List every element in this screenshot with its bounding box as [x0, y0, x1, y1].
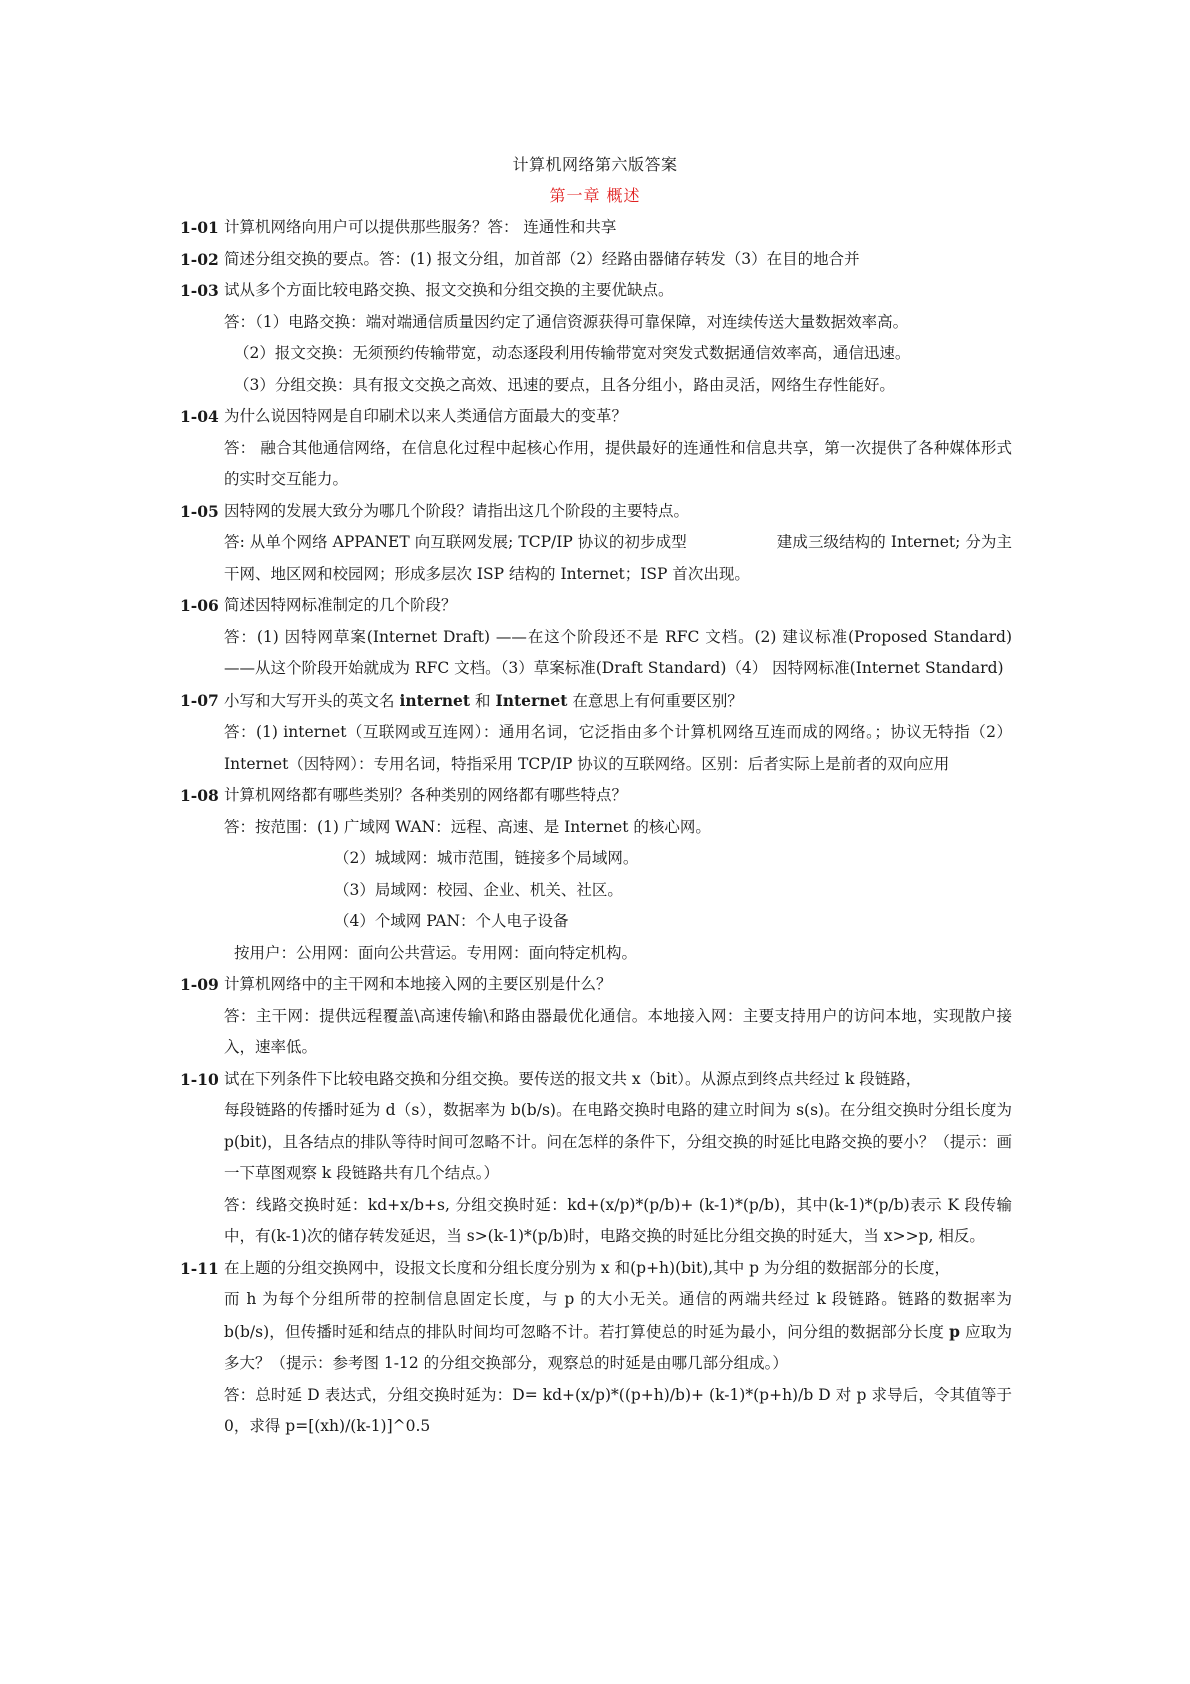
answer-line: （2）城域网：城市范围，链接多个局域网。: [334, 849, 639, 867]
answer-1-09: [180, 1001, 1012, 1064]
question-number: 1-10: [180, 1069, 219, 1089]
answer-1-08: [180, 812, 1012, 970]
question-1-10: [180, 1064, 1012, 1096]
question-1-10-continued: [180, 1095, 1012, 1253]
question-list: [180, 212, 1012, 1443]
question-text-part: 应取为多大？（提示：参考图 1-12 的分组交换部分，观察总的时延是由哪几部分组成。）: [224, 1322, 1013, 1372]
question-1-07: [180, 685, 1012, 718]
answer-line: （3）分组交换：具有报文交换之高效、迅速的要点，且各分组小，路由灵活，网络生存性能好。: [234, 375, 895, 394]
answer-line: 答: 从单个网络 APPANET 向互联网发展; TCP/IP 协议的初步成型 建成三级结构的 Internet; 分为主干网、地区网和校园网；形成多层次 ISP 结构的 Internet；ISP 首次出现。: [224, 533, 1012, 583]
question-text-continued: [224, 1284, 1012, 1380]
answer-1-06: [180, 622, 1012, 685]
question-text: 计算机网络都有哪些类别？各种类别的网络都有哪些特点？: [224, 786, 628, 804]
document-title: 计算机网络第六版答案: [512, 155, 678, 174]
question-text-part: 和: [470, 691, 496, 710]
answer-line: 答：总时延 D 表达式，分组交换时延为：D= kd+(x/p)*((p+h)/b)+ (k-1)*(p+h)/b D 对 p 求导后，令其值等于 0，求得 p=[(xh)/(k-1)]^0.5: [224, 1385, 1012, 1435]
question-1-01: [180, 212, 1012, 244]
answer-line: 答：按范围：(1) 广域网 WAN：远程、高速、是 Internet 的核心网。: [224, 817, 711, 836]
answer-line: 答：（1）电路交换：端对端通信质量因约定了通信资源获得可靠保障，对连续传送大量数据效率高。: [224, 312, 909, 331]
question-text: [224, 692, 743, 710]
question-text-part: 小写和大写开头的英文名: [224, 691, 400, 710]
answer-line: 答：(1) 因特网草案(Internet Draft) ——在这个阶段还不是 RFC 文档。(2) 建议标准(Proposed Standard) ——从这个阶段开始就成为 RFC 文档。（3）草案标准(Draft Standard)（4） 因特网标准(Internet Standard): [224, 627, 1012, 677]
question-number: 1-06: [180, 596, 219, 615]
term-p: p: [949, 1321, 960, 1341]
question-text: 试从多个方面比较电路交换、报文交换和分组交换的主要优缺点。: [224, 281, 674, 299]
question-number: 1-03: [180, 281, 219, 300]
chapter-heading: 第一章 概述: [549, 186, 641, 205]
answer-line: 答：主干网：提供远程覆盖\高速传输\和路由器最优化通信。本地接入网：主要支持用户的访问本地，实现散户接入，速率低。: [224, 1006, 1012, 1056]
question-1-04: [180, 401, 1012, 433]
answer-line: （3）局域网：校园、企业、机关、社区。: [334, 880, 623, 899]
question-text: 为什么说因特网是自印刷术以来人类通信方面最大的变革？: [224, 407, 628, 425]
answer-1-04: [180, 433, 1012, 496]
question-text-part: 在意思上有何重要区别？: [567, 691, 743, 710]
question-number: 1-05: [180, 501, 219, 521]
answer-line: 答：线路交换时延：kd+x/b+s, 分组交换时延：kd+(x/p)*(p/b)+ (k-1)*(p/b)，其中(k-1)*(p/b)表示 K 段传输中，有(k-1)次的储存转发延迟，当 s>(k-1)*(p/b)时，电路交换的时延比分组交换的时延大，当 x>>p, 相反。: [224, 1195, 1012, 1245]
question-1-02: [180, 244, 1012, 276]
question-number: 1-07: [180, 690, 219, 710]
question-text: 在上题的分组交换网中，设报文长度和分组长度分别为 x 和(p+h)(bit),其中 p 为分组的数据部分的长度，: [224, 1258, 950, 1277]
question-number: 1-09: [180, 975, 219, 994]
question-1-05: [180, 496, 1012, 528]
term-Internet: Internet: [495, 690, 568, 710]
question-text: 简述分组交换的要点。答：(1) 报文分组，加首部（2）经路由器储存转发（3）在目的地合并: [224, 249, 860, 268]
question-text: 因特网的发展大致分为哪几个阶段？请指出这几个阶段的主要特点。: [224, 501, 690, 520]
answer-line: （2）报文交换：无须预约传输带宽，动态逐段利用传输带宽对突发式数据通信效率高，通信迅速。: [234, 344, 911, 362]
question-text: 计算机网络向用户可以提供那些服务？答： 连通性和共享: [224, 218, 617, 236]
question-text: 简述因特网标准制定的几个阶段？: [224, 596, 457, 614]
question-number: 1-02: [180, 249, 219, 269]
question-1-11-continued: [180, 1284, 1012, 1443]
answer-1-03: [180, 307, 1012, 402]
question-text: 计算机网络中的主干网和本地接入网的主要区别是什么？: [224, 975, 612, 993]
question-1-03: [180, 275, 1012, 307]
question-number: 1-08: [180, 786, 219, 805]
answer-line: 答： 融合其他通信网络，在信息化过程中起核心作用，提供最好的连通性和信息共享，第一次提供了各种媒体形式的实时交互能力。: [224, 438, 1012, 488]
term-internet: internet: [399, 690, 471, 710]
question-1-08: [180, 780, 1012, 812]
question-text: 试在下列条件下比较电路交换和分组交换。要传送的报文共 x（bit）。从源点到终点共经过 k 段链路，: [224, 1069, 922, 1088]
answer-line: 按用户：公用网：面向公共营运。专用网：面向特定机构。: [234, 943, 638, 962]
question-number: 1-04: [180, 407, 219, 426]
answer-1-07: [180, 717, 1012, 780]
answer-line: （4）个域网 PAN：个人电子设备: [334, 912, 569, 930]
answer-1-05: [180, 527, 1012, 590]
question-1-06: [180, 590, 1012, 622]
question-1-11: [180, 1253, 1012, 1285]
question-text-continued: 每段链路的传播时延为 d（s），数据率为 b(b/s)。在电路交换时电路的建立时间为 s(s)。在分组交换时分组长度为 p(bit)，且各结点的排队等待时间可忽略不计。问在怎样的条件下，分组交换的时延比电路交换的要小？（提示：画一下草图观察 k 段链路共有几个结点。）: [224, 1101, 1012, 1182]
answer-line: 答：(1) internet（互联网或互连网）：通用名词，它泛指由多个计算机网络互连而成的网络。；协议无特指（2）Internet（因特网）：专用名词，特指采用 TCP/IP 协议的互联网络。区别：后者实际上是前者的双向应用: [224, 723, 1012, 773]
question-number: 1-01: [180, 218, 219, 237]
question-number: 1-11: [180, 1258, 219, 1278]
question-1-09: [180, 969, 1012, 1001]
question-text-part: 而 h 为每个分组所带的控制信息固定长度，与 p 的大小无关。通信的两端共经过 k 段链路。链路的数据率为 b(b/s)，但传播时延和结点的排队时间均可忽略不计。若打算使总的时延为最小，问分组的数据部分长度: [224, 1290, 1012, 1341]
